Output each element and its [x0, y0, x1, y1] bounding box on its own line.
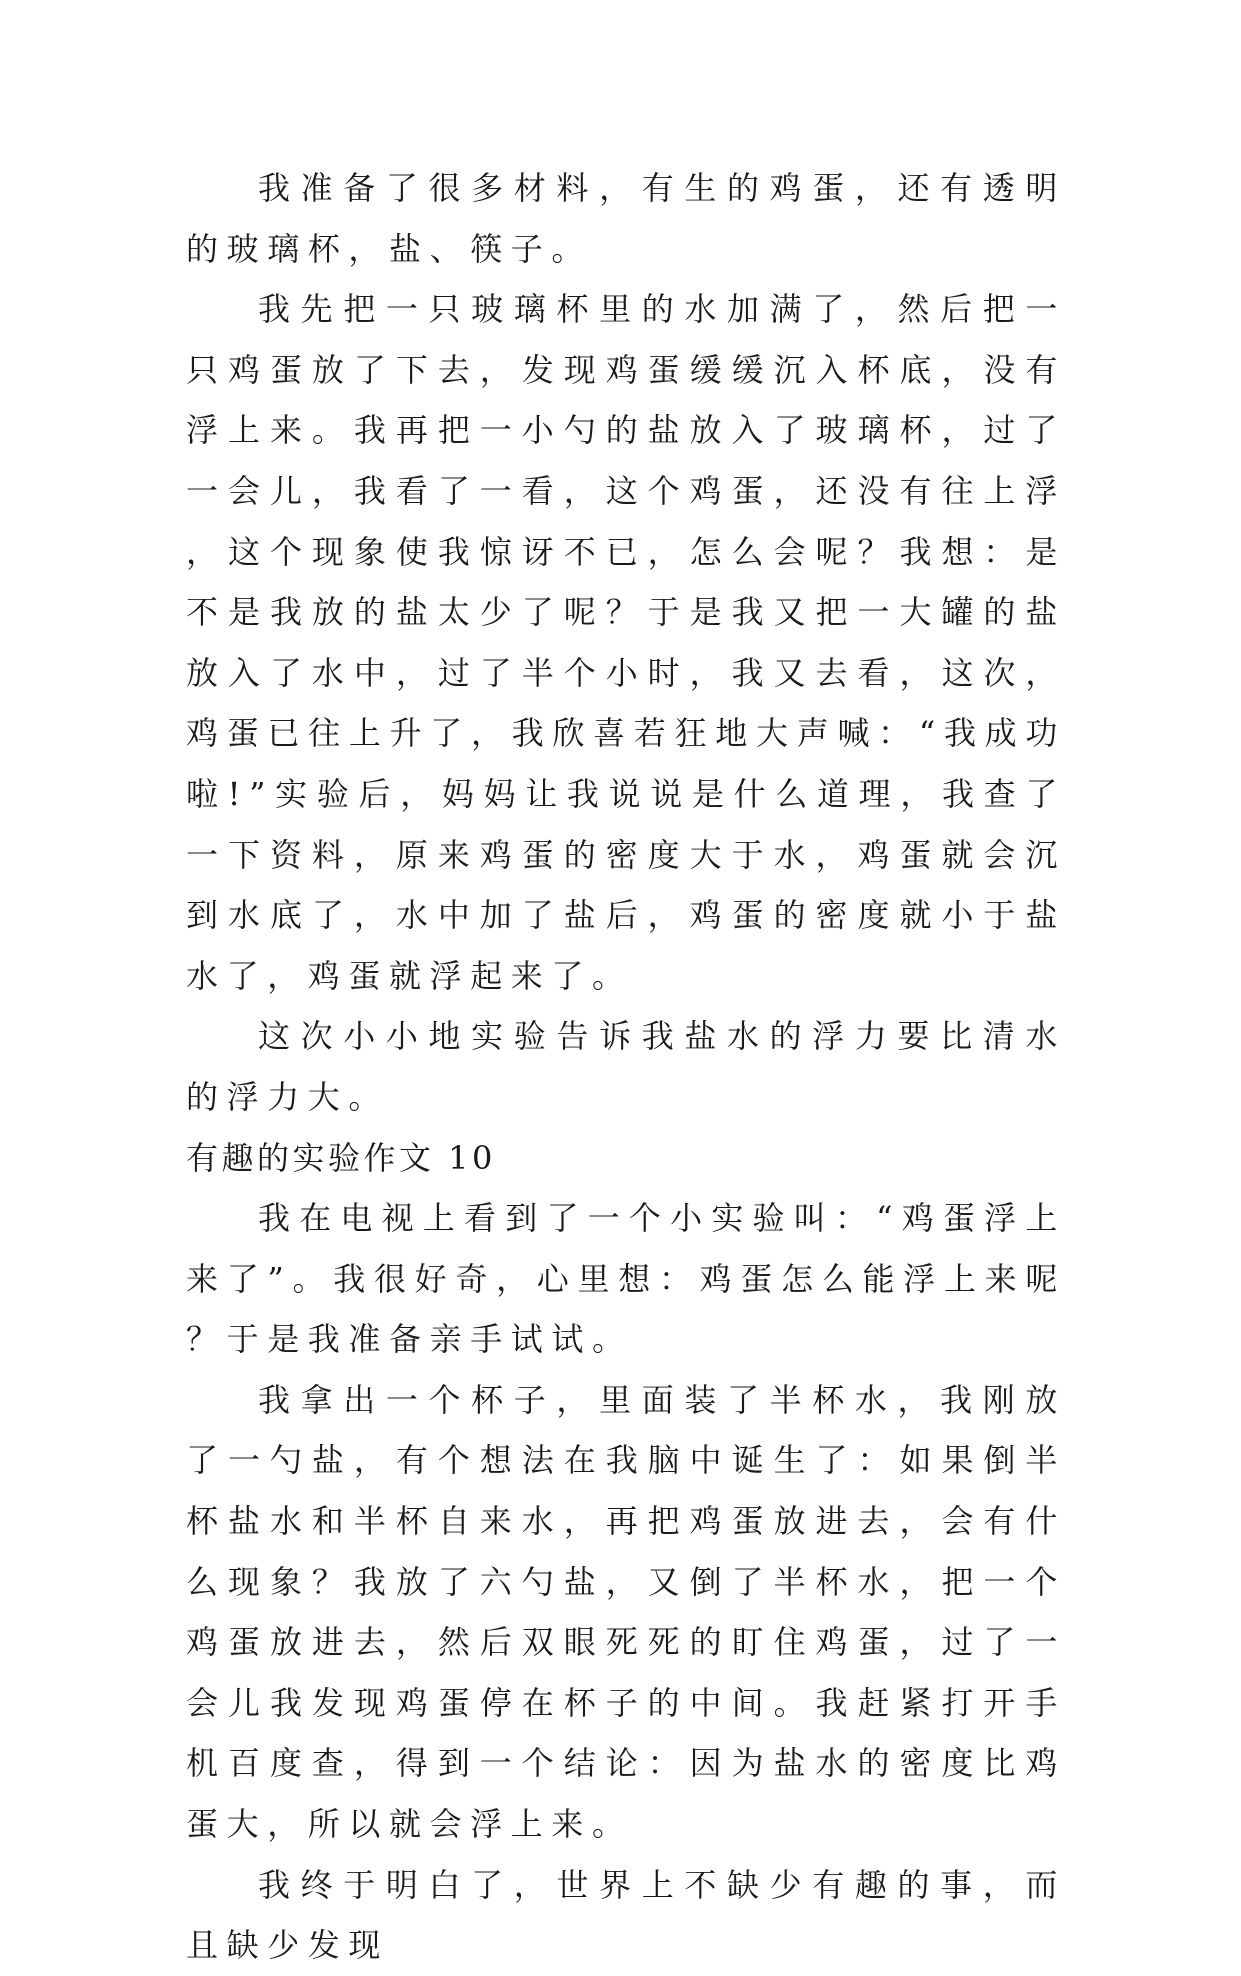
section-heading: 有趣的实验作文 10	[186, 1138, 496, 1177]
paragraph-final: 我终于明白了，世界上不缺少有趣的事，而且缺少发现	[186, 1865, 1066, 1965]
document-body	[186, 158, 1066, 1976]
paragraph-tv-experiment: 我在电视上看到了一个小实验叫：“鸡蛋浮上来了”。我很好奇，心里想：鸡蛋怎么能浮上来呢？于是我准备亲手试试。	[186, 1199, 1066, 1359]
paragraph-conclusion-one: 这次小小地实验告诉我盐水的浮力要比清水的浮力大。	[186, 1017, 1066, 1116]
paragraph-materials: 我准备了很多材料，有生的鸡蛋，还有透明的玻璃杯，盐、筷子。	[186, 169, 1066, 268]
paragraph-experiment-two: 我拿出一个杯子，里面装了半杯水，我刚放了一勺盐，有个想法在我脑中诞生了：如果倒半杯盐水和半杯自来水，再把鸡蛋放进去，会有什么现象？我放了六勺盐，又倒了半杯水，把一个鸡蛋放进去，然后双眼死死的盯住鸡蛋，过了一会儿我发现鸡蛋停在杯子的中间。我赶紧打开手机百度查，得到一个结论：因为盐水的密度比鸡蛋大，所以就会浮上来。	[186, 1380, 1066, 1844]
paragraph-experiment-one: 我先把一只玻璃杯里的水加满了，然后把一只鸡蛋放了下去，发现鸡蛋缓缓沉入杯底，没有浮上来。我再把一小勺的盐放入了玻璃杯，过了一会儿，我看了一看，这个鸡蛋，还没有往上浮，这个现象使我惊讶不已，怎么会呢？我想：是不是我放的盐太少了呢？于是我又把一大罐的盐放入了水中，过了半个小时，我又去看，这次，鸡蛋已往上升了，我欣喜若狂地大声喊：“我成功啦!”实验后，妈妈让我说说是什么道理，我查了一下资料，原来鸡蛋的密度大于水，鸡蛋就会沉到水底了，水中加了盐后，鸡蛋的密度就小于盐水了，鸡蛋就浮起来了。	[186, 290, 1066, 995]
